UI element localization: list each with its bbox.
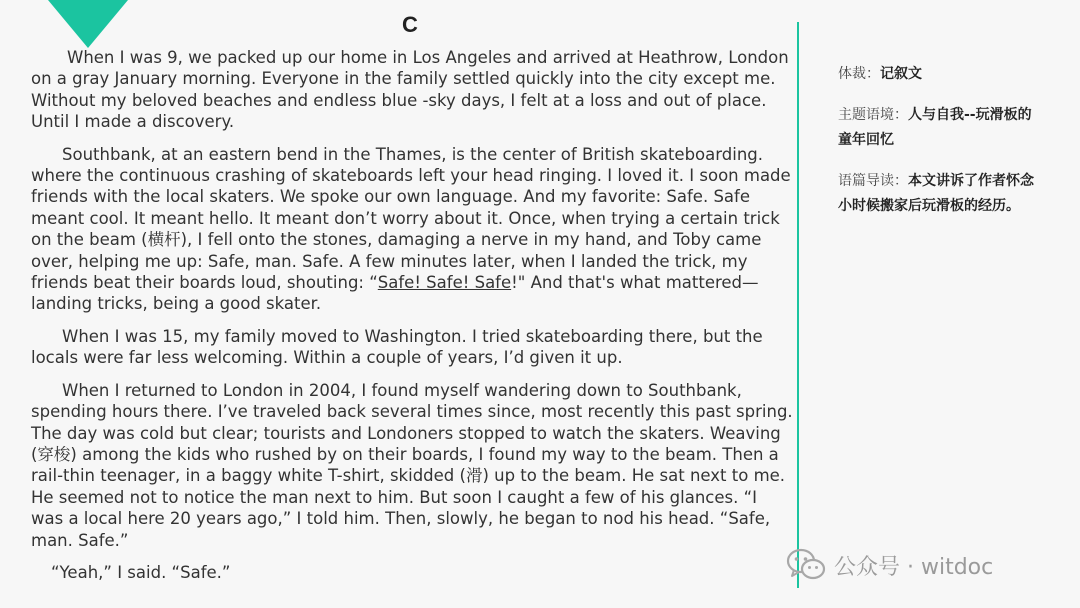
theme-value: 人与自我--玩滑板的童年回忆 xyxy=(838,107,1032,148)
guide-value: 本文讲诉了作者怀念小时候搬家后玩滑板的经历。 xyxy=(838,173,1034,214)
theme-note xyxy=(838,103,1038,153)
wechat-icon xyxy=(786,548,826,582)
guide-label: 语篇导读： xyxy=(838,173,908,189)
underlined-shout: Safe! Safe! Safe xyxy=(377,273,512,293)
vertical-divider xyxy=(797,22,799,588)
watermark-text: 公众号 · witdoc xyxy=(834,554,994,580)
guide-note xyxy=(838,169,1038,219)
paragraph-1: When I was 9, we packed up our home in Los Angeles and arrived at Heathrow, London on a gray January morning. Everyone in the family settled quickly into the city except me. Without my beloved beaches and endless blue -sky days, I felt at a loss and out of place. Until I made a discovery. xyxy=(31,48,789,132)
paragraph-2 xyxy=(31,144,793,315)
genre-label: 体裁： xyxy=(838,66,880,82)
genre-value: 记叙文 xyxy=(880,66,922,82)
notes-sidebar xyxy=(838,62,1038,235)
genre-note xyxy=(838,62,1038,87)
passage-heading: C xyxy=(402,12,418,37)
corner-triangle-decoration xyxy=(48,0,128,48)
watermark xyxy=(786,548,993,582)
reading-passage xyxy=(31,47,793,594)
theme-label: 主题语境： xyxy=(838,107,908,123)
paragraph-5: “Yeah,” I said. “Safe.” xyxy=(51,562,231,582)
paragraph-2-body: Southbank, at an eastern bend in the Thames, is the center of British skateboarding. where the continuous crashing of skateboards left your head ringing. I loved it. I soon made friends with the local skaters. We spoke our own language. And my favorite: Safe. Safe meant cool. It meant hello. It meant don’t worry about it. Once, when trying a certain trick on the beam (横杆), I fell onto the stones, damaging a nerve in my hand, and Toby came over, helping me up: Safe, man. Safe. A few minutes later, when I landed the trick, my friends beat their boards loud, shouting: “ xyxy=(31,144,791,293)
paragraph-2-tail: !" And that's what mattered—landing tricks, being a good skater. xyxy=(31,273,759,314)
paragraph-3: When I was 15, my family moved to Washington. I tried skateboarding there, but the locals were far less welcoming. Within a couple of years, I’d given it up. xyxy=(31,326,763,368)
paragraph-4: When I returned to London in 2004, I found myself wandering down to Southbank, spending hours there. I’ve traveled back several times since, most recently this past spring. The day was cold but clear; tourists and Londoners stopped to watch the skaters. Weaving (穿梭) among the kids who rushed by on their boards, I found my way to the beam. Then a rail-thin teenager, in a baggy white T-shirt, skidded (滑) up to the beam. He sat next to me. He seemed not to notice the man next to him. But soon I caught a few of his glances. “I was a local here 20 years ago,” I told him. Then, slowly, he began to nod his head. “Safe, man. Safe.” xyxy=(31,380,793,550)
